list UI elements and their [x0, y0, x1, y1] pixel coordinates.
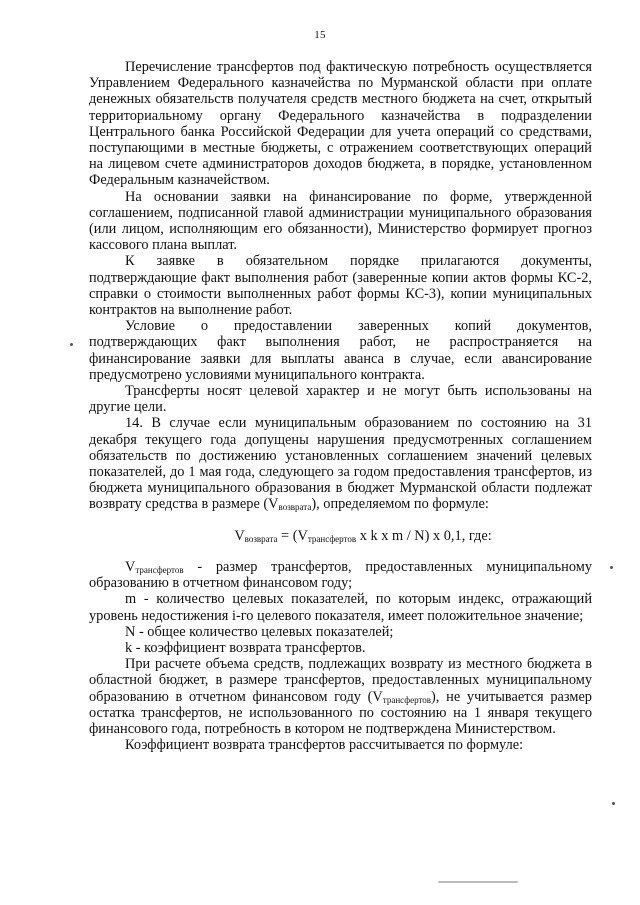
paragraph-transfer-procedure: Перечисление трансфертов под фактическую потребность осуществляется Управлением Федерального казначейства по Мурманской области при оплате денежных обязательств получателя средств местного бюджета на счет, открытый территориальному органу Федерального казначейства в подразделении Центрального банка Российской Федерации для учета операций со средствами, поступающими в местные бюджеты, с отражением соответствующих операций на лицевом счете администраторов доходов бюджета, в порядке, установленном Федеральным казначейством. [89, 59, 592, 189]
definition-v-transfers [89, 559, 592, 591]
paragraph-14-text-start: 14. В случае если муниципальным образованием по состоянию на 31 декабря текущего года допущены нарушения предусмотренных соглашением обязательств по достижению установленных соглашением значений целевых показателей, до 1 мая года, следующего за годом предоставления трансфертов, из бюджета муниципального образования в бюджет Мурманской области подлежат возврату средства в размере (V [89, 415, 592, 513]
definition-k: k - коэффициент возврата трансфертов. [125, 639, 366, 656]
definition-v-subscript: трансфертов [135, 564, 184, 575]
document-body [89, 59, 592, 753]
paragraph-required-documents: К заявке в обязательном порядке прилагаются документы, подтверждающие факт выполнения работ (заверенные копии актов формы КС-2, справки о стоимости выполненных работ формы КС-3), копии муниципальных контрактов на выполнение работ. [89, 253, 592, 319]
formula-sub-left: возврата [244, 533, 278, 544]
page-number: 15 [314, 29, 326, 41]
refund-formula [89, 528, 592, 544]
scan-speck [612, 802, 615, 805]
paragraph-coefficient-formula-intro: Коэффициент возврата трансфертов рассчитывается по формуле: [125, 737, 524, 754]
formula-rest: x k x m / N) x 0,1, где: [356, 527, 492, 544]
definition-n: N - общее количество целевых показателей; [125, 623, 394, 640]
paragraph-14-refund-rule [89, 415, 592, 512]
scan-speck [438, 881, 518, 883]
calculation-text-end: ), не учитывается размер остатка трансфертов, не использованного по состоянию на 1 января текущего финансового года, потребность в котором не подтверждена Министерством. [89, 688, 592, 737]
formula-sub-right: трансфертов [307, 533, 357, 544]
paragraph-target-purpose: Трансферты носят целевой характер и не могут быть использованы на другие цели. [89, 383, 592, 416]
paragraph-14-text-end: ), определяемом по формуле: [311, 496, 489, 513]
paragraph-calculation-rule [89, 656, 592, 737]
paragraph-advance-condition: Условие о предоставлении заверенных копий документов, подтверждающих факт выполнения работ, не распространяется на финансирование заявки для выплаты аванса в случае, если авансирование предусмотрено условиями муниципального контракта. [89, 318, 592, 383]
scan-speck [70, 343, 73, 346]
definition-m: m - количество целевых показателей, по которым индекс, отражающий уровень недостижения i-го целевого показателя, имеет положительное значение; [89, 591, 592, 624]
calculation-text-start: При расчете объема средств, подлежащих возврату из местного бюджета в областной бюджет, в размере трансфертов, предоставленных муниципальному образованию в отчетном финансовом году (V [89, 656, 592, 705]
definition-v-text: - размер трансфертов, предоставленных муниципальному образованию в отчетном финансовом году; [89, 558, 592, 592]
paragraph-14-subscript: возврата [278, 502, 312, 513]
formula-v: V [234, 527, 245, 544]
definition-v-letter: V [125, 558, 136, 575]
formula-eq-open: = (V [277, 527, 308, 544]
calculation-subscript: трансфертов [382, 694, 432, 705]
scan-speck [610, 566, 613, 569]
paragraph-funding-request: На основании заявки на финансирование по форме, утвержденной соглашением, подписанной главой администрации муниципального образования (или лицом, исполняющим его обязанности), Министерство формирует прогноз кассового плана выплат. [89, 188, 592, 254]
